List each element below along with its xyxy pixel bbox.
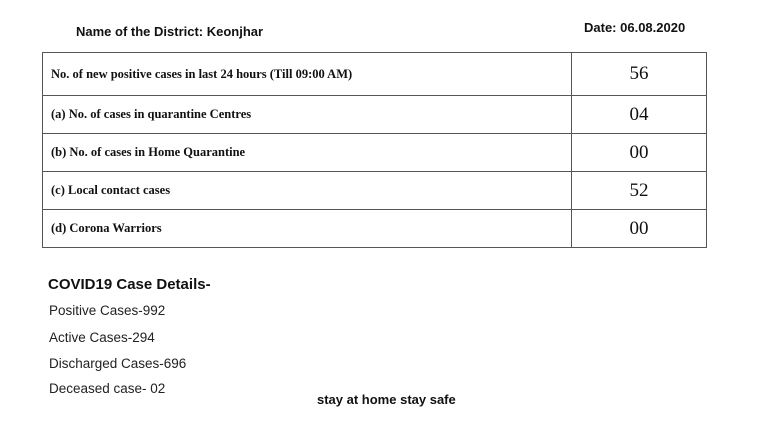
- row-value: 04: [572, 96, 707, 134]
- row-value: 56: [572, 53, 707, 96]
- row-label: (d) Corona Warriors: [43, 210, 572, 248]
- table-row: [43, 134, 707, 172]
- table-row: [43, 96, 707, 134]
- row-label: No. of new positive cases in last 24 hours (Till 09:00 AM): [43, 53, 572, 96]
- table-row: [43, 210, 707, 248]
- table-row: [43, 172, 707, 210]
- row-label: (c) Local contact cases: [43, 172, 572, 210]
- report-date: Date: 06.08.2020: [584, 20, 686, 35]
- table-row: [43, 53, 707, 96]
- discharged-cases: Discharged Cases-696: [49, 356, 187, 371]
- row-value: 52: [572, 172, 707, 210]
- row-value: 00: [572, 210, 707, 248]
- details-title: COVID19 Case Details-: [48, 276, 211, 293]
- footer-message: stay at home stay safe: [317, 392, 456, 407]
- cases-table: [42, 52, 707, 248]
- row-value: 00: [572, 134, 707, 172]
- district-name: Name of the District: Keonjhar: [76, 24, 264, 39]
- deceased-cases: Deceased case- 02: [49, 381, 166, 396]
- active-cases: Active Cases-294: [49, 330, 155, 345]
- row-label: (a) No. of cases in quarantine Centres: [43, 96, 572, 134]
- positive-cases: Positive Cases-992: [49, 303, 166, 318]
- row-label: (b) No. of cases in Home Quarantine: [43, 134, 572, 172]
